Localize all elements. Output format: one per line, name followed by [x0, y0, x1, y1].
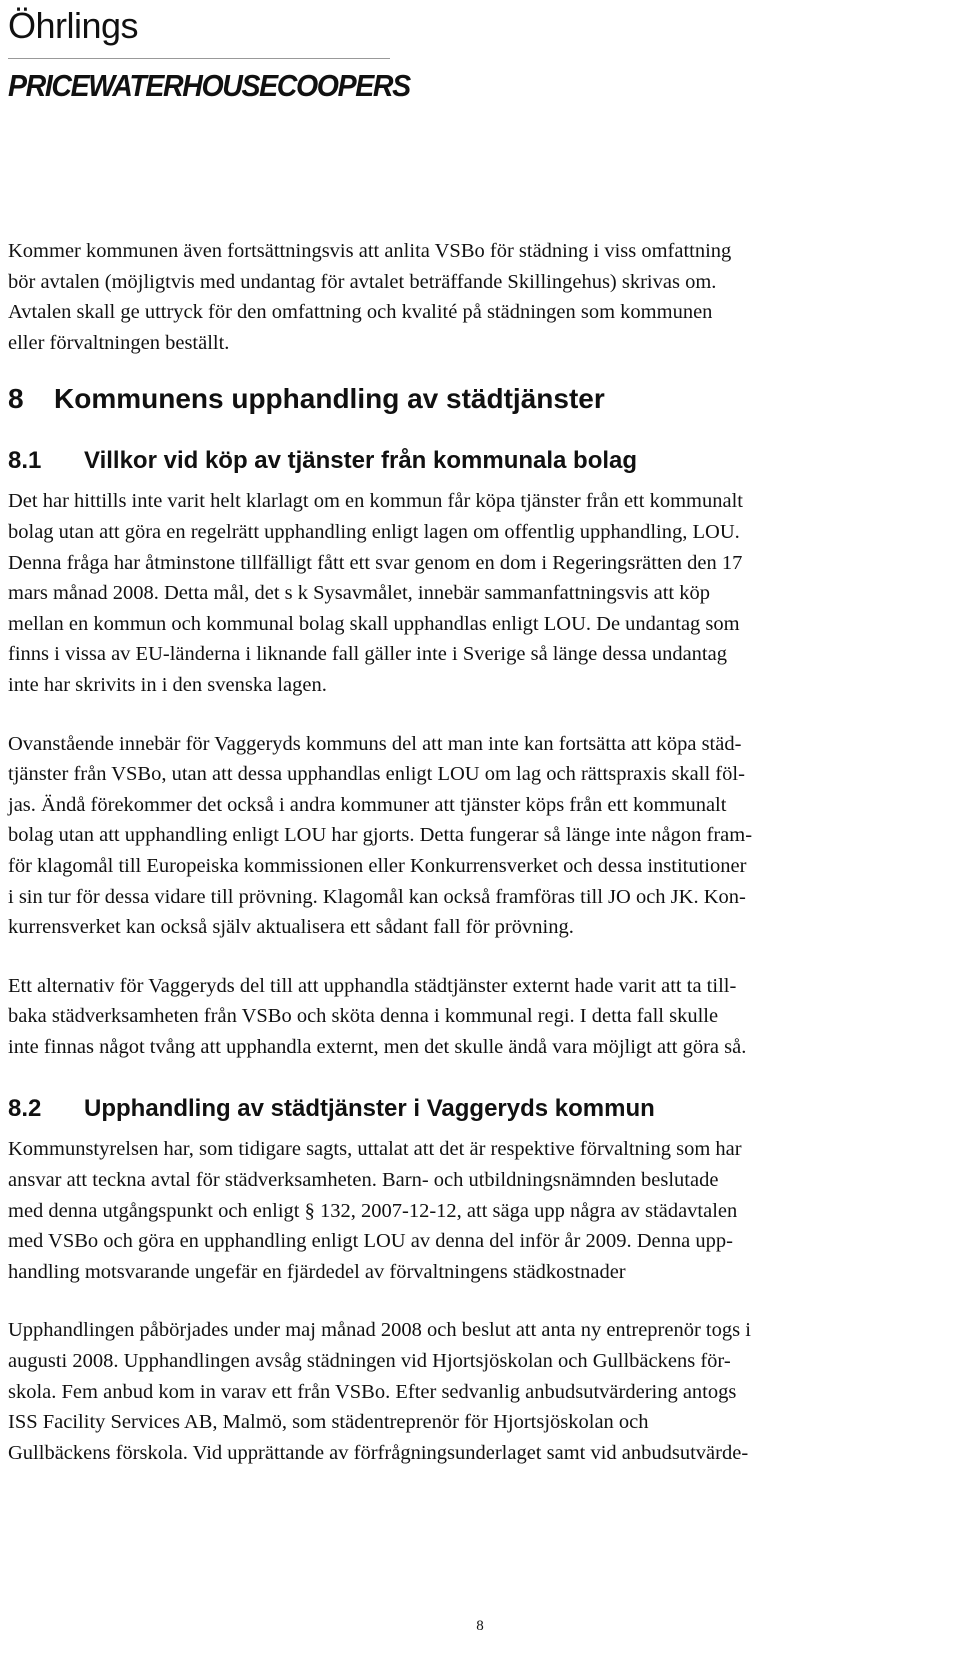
section-title: Kommunens upphandling av städtjänster: [54, 383, 605, 415]
page-number: 8: [476, 1618, 484, 1634]
brand-name-pwc: PRICEWATERHOUSECOOPERS: [8, 68, 410, 103]
section-8-2-paragraph-2: Upphandlingen påbörjades under maj månad 2008 och beslut att anta ny entreprenör togs i augusti 2008. Upphandlingen avsåg städningen vid Hjortsjöskolan och Gullbäckens för- skola. Fem anbud kom in varav ett från VSBo. Efter sedvanlig anbudsutvärdering antogs ISS Facility Services AB, Malmö, som städentreprenör för Hjortsjöskolan och Gullbäckens förskola. Vid upprättande av förfrågningsunderlaget samt vid anbudsutvärde-: [8, 1319, 751, 1464]
brand-name-ohrlings: Öhrlings: [8, 5, 139, 46]
section-8-2-paragraph-1: Kommunstyrelsen har, som tidigare sagts, uttalat att det är respektive förvaltning som har ansvar att teckna avtal för städverksamheten. Barn- och utbildningsnämnden beslutade med denna utgångspunkt och enligt § 132, 2007-12-12, att säga upp några av städavtalen med VSBo och göra en upphandling enligt LOU av denna del inför år 2009. Denna upp- handling motsvarande ungefär en fjärdedel av förvaltningens städkostnader: [8, 1138, 742, 1283]
section-number: 8.2: [8, 1095, 42, 1123]
section-8-heading: [8, 382, 948, 416]
letterhead-divider: [8, 58, 390, 59]
brand-logo-pwc: [8, 63, 410, 109]
section-8-1-paragraph-2: Ovanstående innebär för Vaggeryds kommuns del att man inte kan fortsätta att köpa städ- tjänster från VSBo, utan att dessa upphandlas enligt LOU om lag och rättspraxis skall föl- jas. Ändå förekommer det också i andra kommuner att tjänster köps från ett kommunalt bolag utan att upphandling enligt LOU har gjorts. Detta fungerar så länge inte någon fram- för klagomål till Europeiska kommissionen eller Konkurrensverket och dessa institutioner i sin tur för dessa vidare till prövning. Klagomål kan också framföras till JO och JK. Kon- kurrensverket kan också själv aktualisera ett sådant fall för prövning.: [8, 732, 753, 939]
section-8-1-heading: [8, 446, 948, 476]
section-title: Upphandling av städtjänster i Vaggeryds kommun: [84, 1095, 655, 1123]
document-body: [8, 236, 948, 1468]
section-number: 8: [8, 383, 24, 415]
intro-paragraph: Kommer kommunen även fortsättningsvis att anlita VSBo för städning i viss omfattning bör avtalen (möjligtvis med undantag för avtalet beträffande Skillingehus) skrivas om. Avtalen skall ge uttryck för den omfattning och kvalité på städningen som kommunen eller förvaltningen beställt.: [8, 240, 732, 354]
section-8-2-heading: [8, 1094, 948, 1124]
letterhead: [8, 4, 410, 109]
section-title: Villkor vid köp av tjänster från kommunala bolag: [84, 447, 638, 475]
section-8-1-paragraph-3: Ett alternativ för Vaggeryds del till att upphandla städtjänster externt hade varit att ta till- baka städverksamheten från VSBo och sköta denna i kommunal regi. I detta fall skulle inte finnas något tvång att upphandla externt, men det skulle ändå vara möjligt att göra så.: [8, 974, 747, 1058]
section-8-1-paragraph-1: Det har hittills inte varit helt klarlagt om en kommun får köpa tjänster från ett kommunalt bolag utan att göra en regelrätt upphandling enligt lagen om offentlig upphandling, LOU. Denna fråga har åtminstone tillfälligt fått ett svar genom en dom i Regeringsrätten den 17 mars månad 2008. Detta mål, det s k Sysavmålet, innebär sammanfattningsvis att köp mellan en kommun och kommunal bolag skall upphandlas enligt LOU. De undantag som finns i vissa av EU-länderna i liknande fall gäller inte i Sverige så länge dessa undantag inte har skrivits in i den svenska lagen.: [8, 490, 743, 696]
section-number: 8.1: [8, 447, 42, 475]
